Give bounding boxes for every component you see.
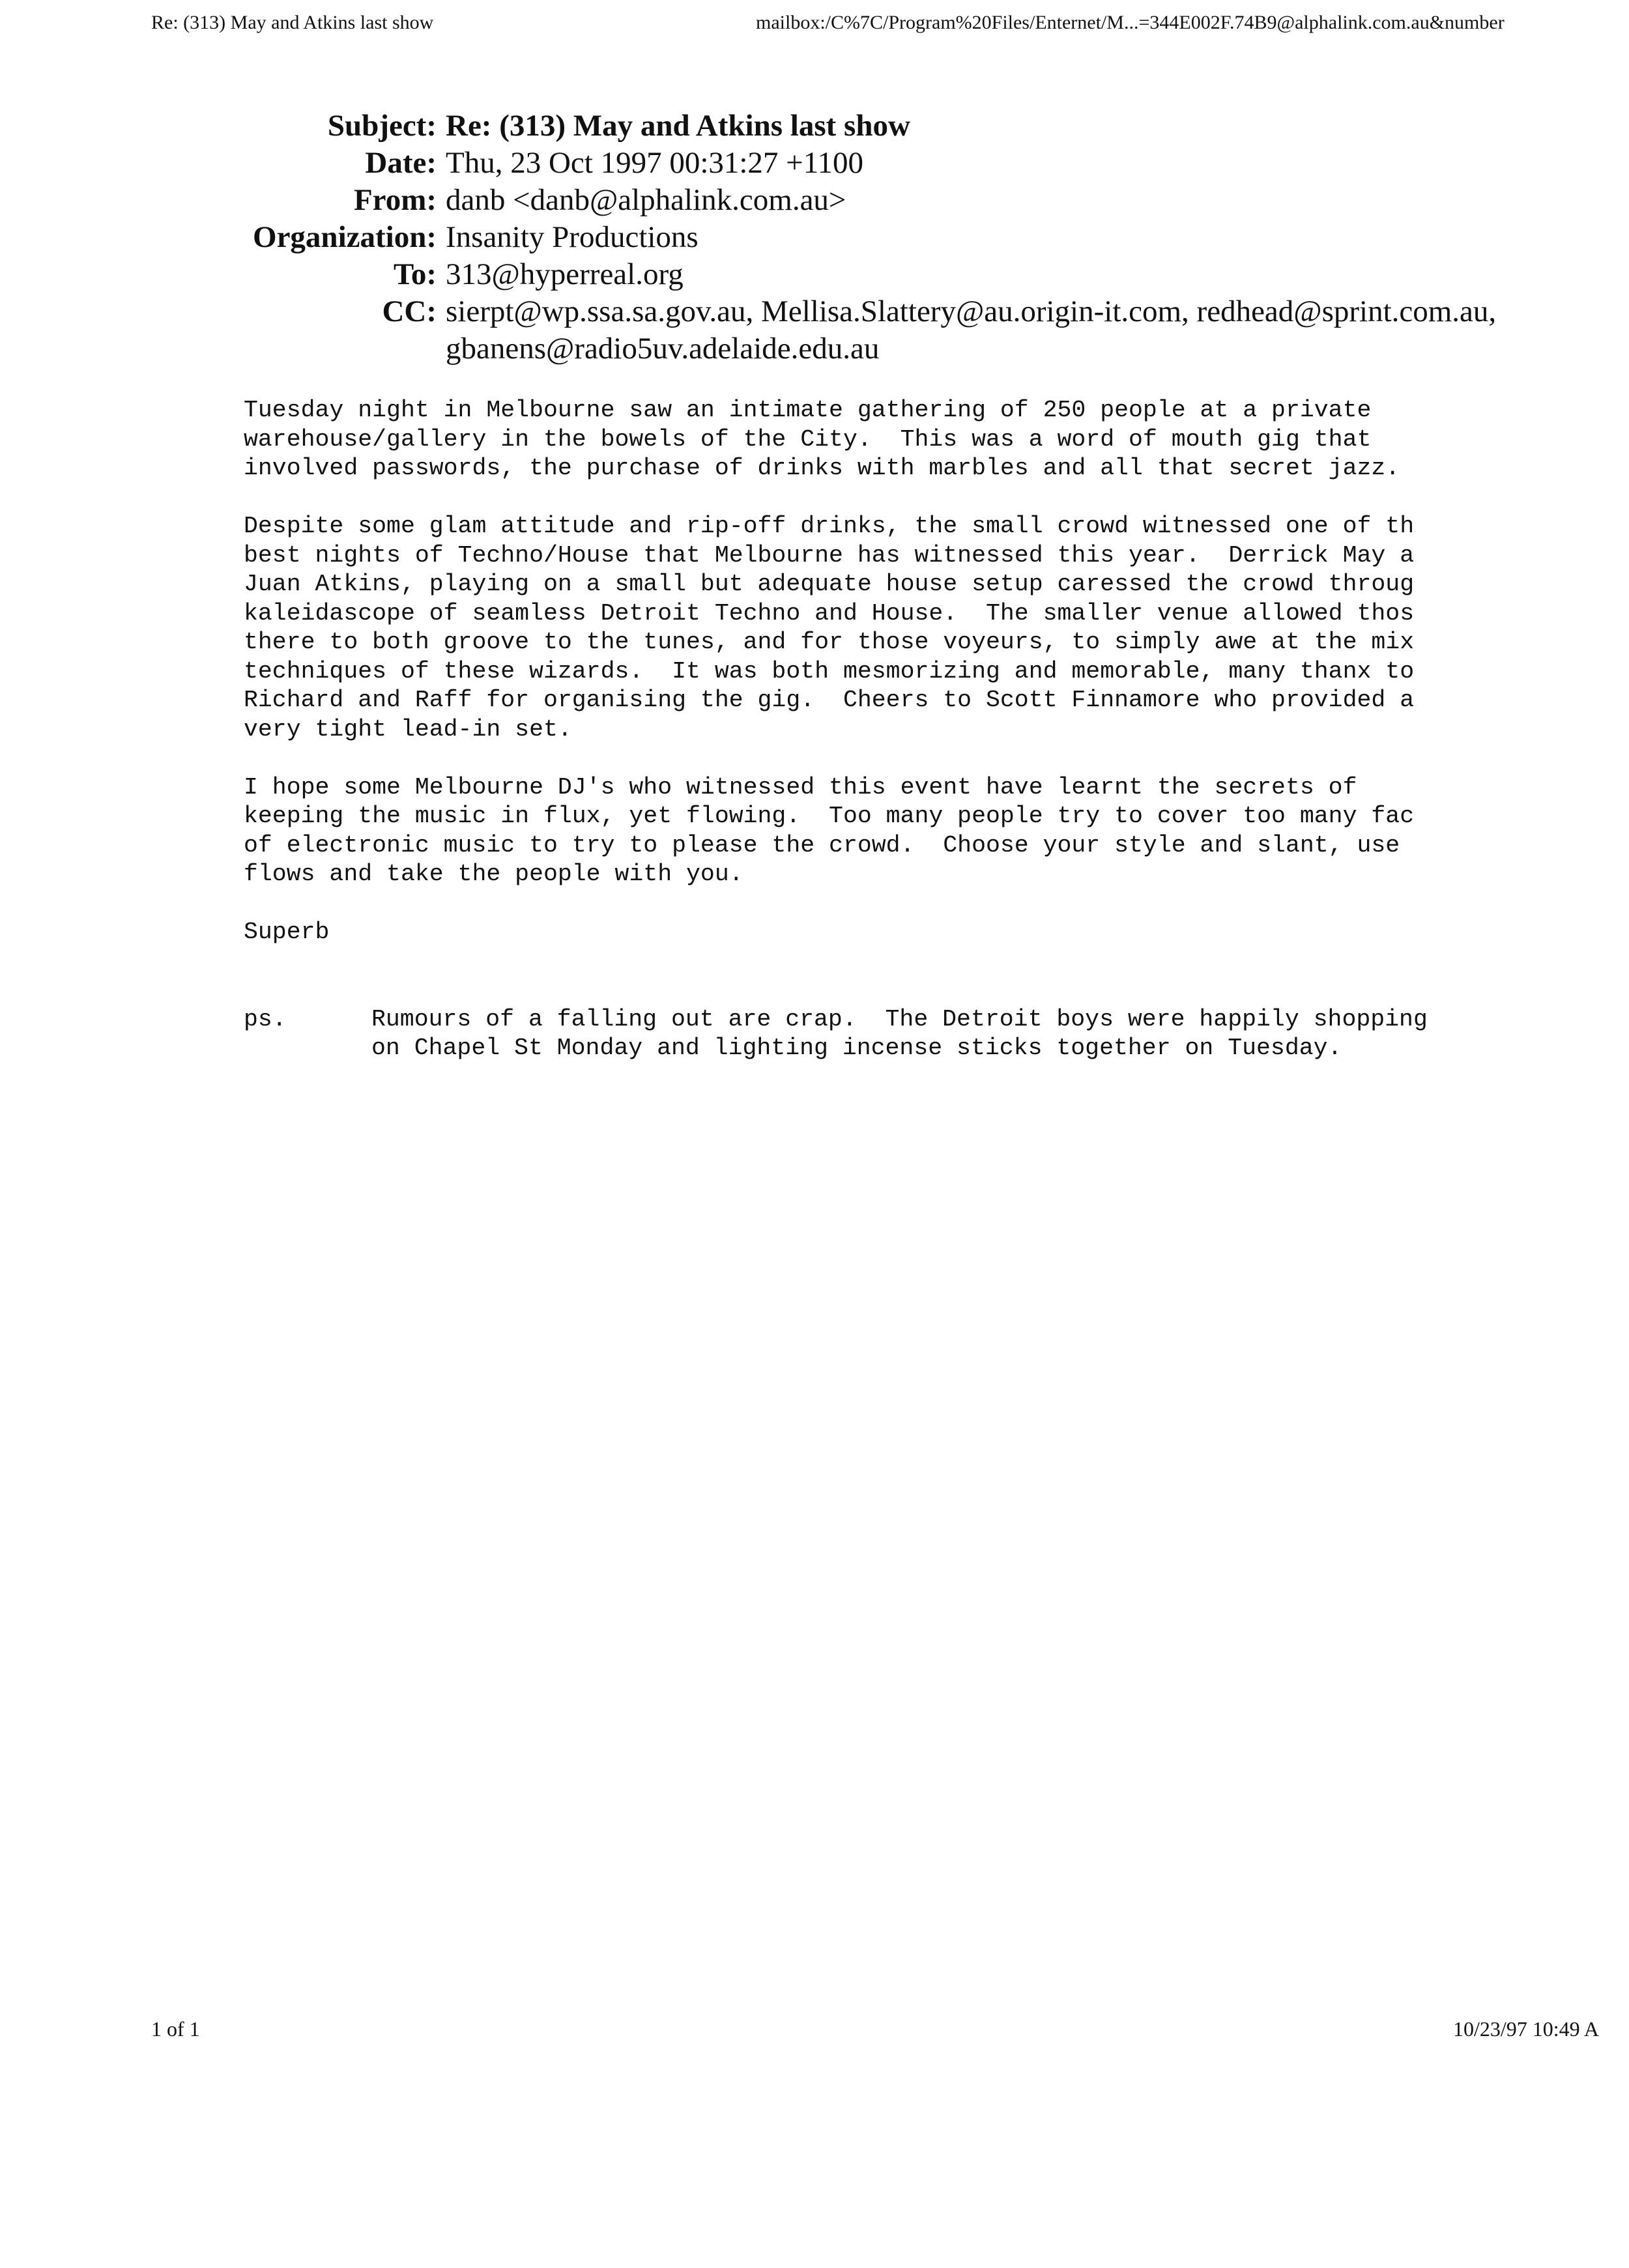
to-value: 313@hyperreal.org	[446, 257, 684, 291]
body-line: keeping the music in flux, yet flowing. Too many people try to cover too many fac	[244, 803, 1415, 829]
body-paragraph	[244, 396, 1629, 483]
body-line: of electronic music to try to please the crowd. Choose your style and slant, use	[244, 831, 1400, 859]
date-label: Date:	[365, 146, 437, 180]
cc-line: gbanens@radio5uv.adelaide.edu.au	[446, 332, 880, 366]
body-line: very tight lead-in set.	[244, 715, 572, 743]
subject-label: Subject:	[327, 109, 437, 143]
from-value: danb <danb@alphalink.com.au>	[446, 183, 846, 217]
to-row	[235, 256, 1496, 293]
body-line: Despite some glam attitude and rip-off drinks, the small crowd witnessed one of th	[244, 513, 1415, 539]
signoff: Superb	[244, 919, 330, 945]
postscript	[244, 1005, 1629, 1063]
body-line: there to both groove to the tunes, and for those voyeurs, to simply awe at the mix	[244, 629, 1415, 655]
body-line: kaleidascope of seamless Detroit Techno and House. The smaller venue allowed thos	[244, 599, 1415, 627]
body-line: Tuesday night in Melbourne saw an intimate gathering of 250 people at a private	[244, 397, 1372, 423]
cc-row	[235, 293, 1496, 367]
subject-value: Re: (313) May and Atkins last show	[446, 109, 910, 143]
email-headers	[235, 108, 1496, 367]
to-label: To:	[393, 257, 437, 291]
body-line: best nights of Techno/House that Melbourne has witnessed this year. Derrick May a	[244, 541, 1415, 569]
page-header-url: mailbox:/C%7C/Program%20Files/Enternet/M...=344E002F.74B9@alphalink.com.au&number	[756, 12, 1505, 33]
body-line: Juan Atkins, playing on a small but adequate house setup caressed the crowd throug	[244, 571, 1415, 597]
cc-line: sierpt@wp.ssa.sa.gov.au, Mellisa.Slattery@au.origin-it.com, redhead@sprint.com.au,	[446, 294, 1497, 328]
ps-line: Rumours of a falling out are crap. The Detroit boys were happily shopping	[371, 1005, 1428, 1033]
message-body	[244, 396, 1629, 1063]
body-line: I hope some Melbourne DJ's who witnessed this event have learnt the secrets of	[244, 773, 1357, 801]
ps-label: ps.	[244, 1005, 287, 1033]
subject-row	[235, 108, 1496, 145]
organization-label: Organization:	[253, 220, 437, 254]
date-row	[235, 145, 1496, 182]
body-line: techniques of these wizards. It was both mesmorizing and memorable, many thanx to	[244, 657, 1415, 685]
body-paragraph	[244, 512, 1629, 744]
print-timestamp: 10/23/97 10:49 A	[1453, 2017, 1600, 2041]
body-line: warehouse/gallery in the bowels of the City. This was a word of mouth gig that	[244, 425, 1372, 453]
cc-label: CC:	[382, 294, 437, 328]
body-line: flows and take the people with you.	[244, 861, 743, 887]
date-value: Thu, 23 Oct 1997 00:31:27 +1100	[446, 146, 863, 180]
page-count: 1 of 1	[151, 2017, 200, 2041]
from-row	[235, 182, 1496, 219]
ps-text	[371, 1005, 1428, 1063]
body-paragraph	[244, 773, 1629, 889]
page-header-title: Re: (313) May and Atkins last show	[151, 12, 434, 33]
body-line: Richard and Raff for organising the gig. Cheers to Scott Finnamore who provided a	[244, 687, 1415, 713]
cc-value	[437, 293, 1496, 367]
organization-row	[235, 219, 1496, 256]
from-label: From:	[353, 183, 437, 217]
body-line: involved passwords, the purchase of drinks with marbles and all that secret jazz.	[244, 455, 1400, 481]
ps-line: on Chapel St Monday and lighting incense sticks together on Tuesday.	[371, 1035, 1342, 1061]
organization-value: Insanity Productions	[446, 220, 699, 254]
